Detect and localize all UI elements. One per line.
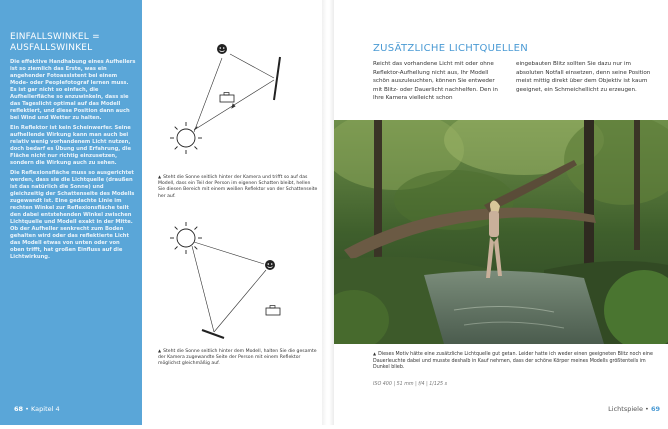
- camera-icon: [220, 93, 234, 103]
- sun-icon: [170, 222, 202, 254]
- section-label: Lichtspiele: [608, 405, 643, 413]
- footer-left: 68 • Kapitel 4: [14, 405, 60, 413]
- triangle-icon: ▲: [373, 351, 377, 356]
- caption-top: [158, 174, 318, 200]
- triangle-icon: ▲: [158, 174, 162, 179]
- page-number-right: 69: [650, 405, 660, 413]
- sidebar-body: [10, 59, 136, 264]
- reflector-icon: [274, 57, 280, 100]
- caption-bottom: [158, 348, 318, 368]
- light-ray: [192, 246, 214, 332]
- forest-photo-art: [334, 120, 668, 344]
- direct-ray: [194, 242, 264, 264]
- camera-icon: [266, 306, 280, 316]
- page-number-left: 68: [14, 405, 24, 413]
- photo-exif: ISO 400 | 51 mm | f/4 | 1/125 s: [373, 382, 448, 387]
- photo-caption-text: Dieses Motiv hätte eine zusätzliche Lichtquelle gut getan. Leider hatte ich weder einen geeigneten Blitz noch eine Dauerleuchte dabei und musste deshalb in Kauf nehmen, dass der schöne Körper meines Modells größtenteils im Dunkel blieb.: [373, 352, 653, 371]
- caption-bottom-text: Steht die Sonne seitlich hinter dem Modell, halten Sie die gesamte der Kamera zugewandte Seite der Person mit einem Reflektor möglichst gleichmäßig auf.: [158, 349, 317, 367]
- left-page: [142, 0, 322, 425]
- right-page: [334, 0, 668, 425]
- model-face-icon: [217, 44, 227, 54]
- footer-right: Lichtspiele • 69: [608, 405, 660, 413]
- sidebar-paragraph: Die Reflexionsfläche muss so ausgerichtet werden, dass sie die Lichtquelle (draußen ist das natürlich die Sonne) und gleichzeitig der Schattenseite des Modells zugewandt ist. Eine gedachte Linie im rechten Winkel zur Reflexionsfläche teilt den dabei entstehenden Winkel zwischen Lichtquelle und Modell exakt in der Mitte. Ob der Aufheller senkrecht zum Boden gehalten wird oder das reflektierte Licht das Modell etwas von unten oder von oben trifft, hat großen Einfluss auf die Lichtwirkung.: [10, 170, 135, 260]
- sidebar-paragraph: Ein Reflektor ist kein Scheinwerfer. Seine aufhellende Wirkung kann man auch bei relativ wenig vorhandenem Licht nutzen, doch bedarf es Übung und Erfahrung, die Fläche nicht nur richtig einzusetzen, sondern die Wirkung auch zu sehen.: [10, 125, 132, 166]
- sidebar-box: [0, 0, 142, 425]
- reflected-ray: [214, 270, 266, 332]
- section-title: ZUSÄTZLICHE LICHTQUELLEN: [373, 43, 529, 54]
- sidebar-title: [10, 32, 138, 54]
- reflector-icon: [202, 330, 224, 338]
- chapter-label: Kapitel 4: [31, 405, 60, 413]
- diagram-top: [170, 44, 280, 154]
- sidebar-title-line2: AUSFALLSWINKEL: [10, 43, 93, 53]
- reflected-ray: [230, 54, 274, 78]
- caption-top-text: Steht die Sonne seitlich hinter der Kamera und trifft so auf das Modell, dass ein Teil der Person im eigenen Schatten bleibt, hellen Sie diesen Bereich mit einem weißen Reflektor von der Schattenseite her auf.: [158, 175, 318, 199]
- arrow-icon: [229, 103, 235, 109]
- forest-photo: [334, 120, 668, 344]
- diagram-bottom: [170, 222, 280, 338]
- text-column-2: eingebauten Blitz sollten Sie dazu nur im absoluten Notfall einsetzen, denn seine Position meist mittig direkt über dem Objektiv ist kaum geeignet, ein Schmeichellicht zu erzeugen.: [516, 61, 651, 93]
- sidebar-paragraph: Die effektive Handhabung eines Aufhellers ist so ziemlich das Erste, was ein angehender Fotoassistent bei einem Mode- oder Peoplefotograf lernen muss. Es ist gar nicht so einfach, die Aufhellerfläche so anzuwinkeln, dass sie das Tageslicht optimal auf das Modell reflektiert, und diese Position dann auch bei Wind und Wetter zu halten.: [10, 59, 136, 121]
- photo-caption: [373, 351, 661, 372]
- sidebar-title-line1: EINFALLSWINKEL =: [10, 32, 100, 42]
- text-column-1: Reicht das vorhandene Licht mit oder ohne Reflektor-Aufhellung nicht aus, Ihr Modell schön auszuleuchten, können Sie entweder mit Blitz- oder Dauerlicht nachhelfen. Den in Ihre Kamera vielleicht schon: [373, 61, 498, 102]
- sun-icon: [170, 122, 202, 154]
- book-gutter: [322, 0, 334, 425]
- model-face-icon: [265, 260, 275, 270]
- triangle-icon: ▲: [158, 348, 162, 353]
